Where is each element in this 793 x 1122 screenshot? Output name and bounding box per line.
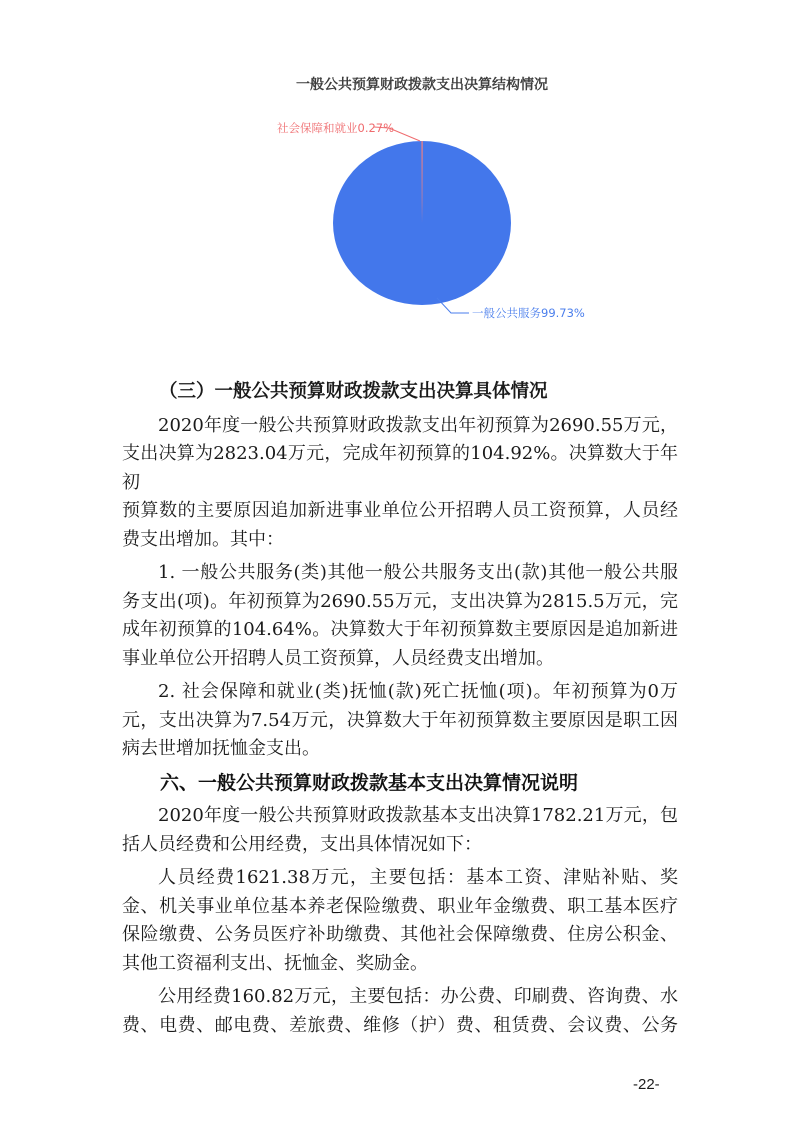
document-body — [122, 378, 678, 1040]
paragraph-line: 2. 社会保障和就业(类)抚恤(款)死亡抚恤(项)。年初预算为0万 — [158, 681, 678, 702]
paragraph-line: 预算数的主要原因追加新进事业单位公开招聘人员工资预算，人员经 — [122, 500, 678, 521]
pie-label-general-service: 一般公共服务99.73% — [472, 306, 585, 320]
paragraph-line: 务支出(项)。年初预算为2690.55万元，支出决算为2815.5万元，完 — [122, 590, 678, 612]
paragraph-line: 支出决算为2823.04万元，完成年初预算的104.92%。决算数大于年初 — [122, 443, 678, 493]
paragraph-line: 金、机关事业单位基本养老保险缴费、职业年金缴费、职工基本医疗 — [122, 895, 678, 917]
paragraph — [122, 864, 678, 978]
paragraph-line: 保险缴费、公务员医疗补助缴费、其他社会保障缴费、住房公积金、 — [122, 924, 678, 945]
paragraph-line: 公用经费160.82万元，主要包括：办公费、印刷费、咨询费、水 — [158, 986, 678, 1007]
paragraph-line: 六、一般公共预算财政拨款基本支出决算情况说明 — [160, 771, 579, 794]
paragraph-line: 病去世增加抚恤金支出。 — [122, 738, 320, 759]
paragraph-line: 人员经费1621.38万元，主要包括：基本工资、津贴补贴、奖 — [158, 867, 678, 888]
paragraph — [122, 412, 678, 555]
paragraph-line: 元，支出决算为7.54万元，决算数大于年初预算数主要原因是职工因 — [122, 709, 678, 731]
paragraph — [122, 678, 678, 764]
chart-title: 一般公共预算财政拨款支出决算结构情况 — [296, 77, 548, 93]
pie-chart — [0, 0, 793, 355]
pie-chart-svg — [0, 0, 793, 355]
paragraph — [122, 983, 678, 1040]
section-heading — [122, 378, 678, 407]
paragraph-line: 1. 一般公共服务(类)其他一般公共服务支出(款)其他一般公共服 — [158, 562, 678, 583]
paragraph-line: 2020年度一般公共预算财政拨款基本支出决算1782.21万元，包 — [158, 805, 678, 826]
paragraph-line: 事业单位公开招聘人员工资预算，人员经费支出增加。 — [122, 647, 554, 669]
paragraph — [122, 559, 678, 673]
paragraph-line: 2020年度一般公共预算财政拨款支出年初预算为2690.55万元， — [158, 414, 678, 436]
paragraph-line: 其他工资福利支出、抚恤金、奖励金。 — [122, 952, 428, 974]
paragraph-line: 括人员经费和公用经费，支出具体情况如下： — [122, 833, 482, 855]
paragraph-line: 费、电费、邮电费、差旅费、维修（护）费、租赁费、会议费、公务 — [122, 1014, 678, 1036]
pie-label-social-security: 社会保障和就业0.27% — [277, 121, 395, 135]
pie-slice-social-security — [421, 141, 422, 223]
section-heading — [122, 769, 678, 798]
paragraph-line: 费支出增加。其中： — [122, 528, 284, 550]
paragraph-line: （三）一般公共预算财政拨款支出决算具体情况 — [159, 381, 548, 402]
paragraph — [122, 802, 678, 859]
page-number: -22- — [633, 1076, 660, 1093]
paragraph-line: 成年初预算的104.64%。决算数大于年初预算数主要原因是追加新进 — [122, 619, 678, 640]
